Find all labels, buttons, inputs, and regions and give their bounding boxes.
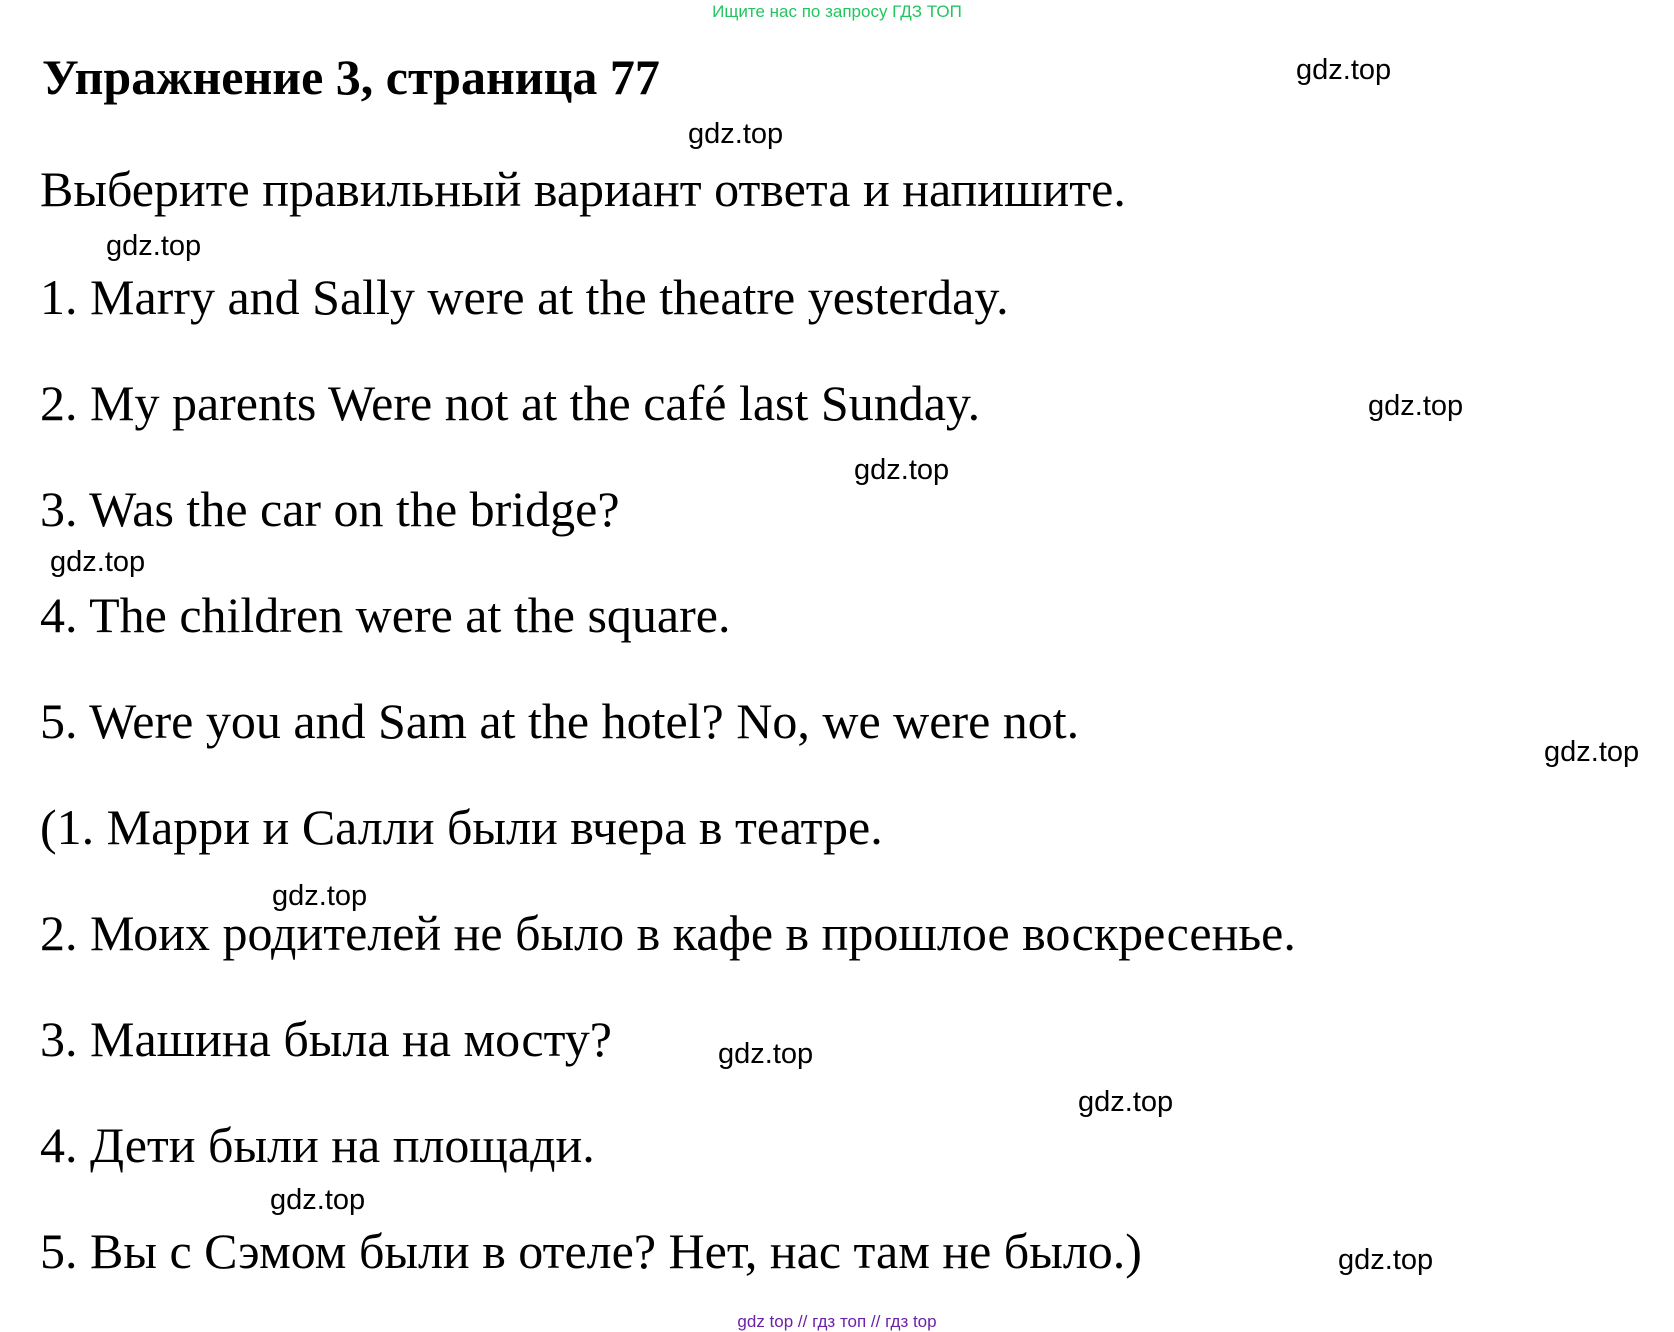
watermark: gdz.top xyxy=(1368,390,1464,422)
instruction-text: Выберите правильный вариант ответа и напишите. xyxy=(40,161,1126,217)
answer-line-1: 1. Marry and Sally were at the theatre yesterday. xyxy=(40,269,1009,325)
answer-line-3: 3. Was the car on the bridge? xyxy=(40,481,620,537)
watermark: gdz.top xyxy=(270,1184,366,1216)
answer-line-4: 4. The children were at the square. xyxy=(40,587,731,643)
footer-watermark: gdz top // гдз топ // гдз top xyxy=(737,1312,937,1331)
watermark: gdz.top xyxy=(272,880,368,912)
watermark: gdz.top xyxy=(1078,1086,1174,1118)
answer-line-2: 2. My parents Were not at the café last Sunday. xyxy=(40,375,981,431)
top-banner: Ищите нас по запросу ГДЗ ТОП xyxy=(712,2,962,21)
translation-line-4: 4. Дети были на площади. xyxy=(40,1117,595,1173)
answer-line-5: 5. Were you and Sam at the hotel? No, we were not. xyxy=(40,693,1080,749)
watermark: gdz.top xyxy=(50,546,146,578)
translation-line-5: 5. Вы с Сэмом были в отеле? Нет, нас там не было.) xyxy=(40,1223,1142,1279)
watermark: gdz.top xyxy=(1544,736,1640,768)
watermark: gdz.top xyxy=(854,454,950,486)
translation-line-2: 2. Моих родителей не было в кафе в прошлое воскресенье. xyxy=(40,905,1296,961)
watermark: gdz.top xyxy=(1338,1244,1434,1276)
translation-line-1: (1. Марри и Салли были вчера в театре. xyxy=(40,799,883,855)
watermark: gdz.top xyxy=(688,118,784,150)
exercise-title: Упражнение 3, страница 77 xyxy=(42,49,660,105)
watermark: gdz.top xyxy=(106,230,202,262)
translation-line-3: 3. Машина была на мосту? xyxy=(40,1011,612,1067)
watermark: gdz.top xyxy=(718,1038,814,1070)
watermark: gdz.top xyxy=(1296,54,1392,86)
